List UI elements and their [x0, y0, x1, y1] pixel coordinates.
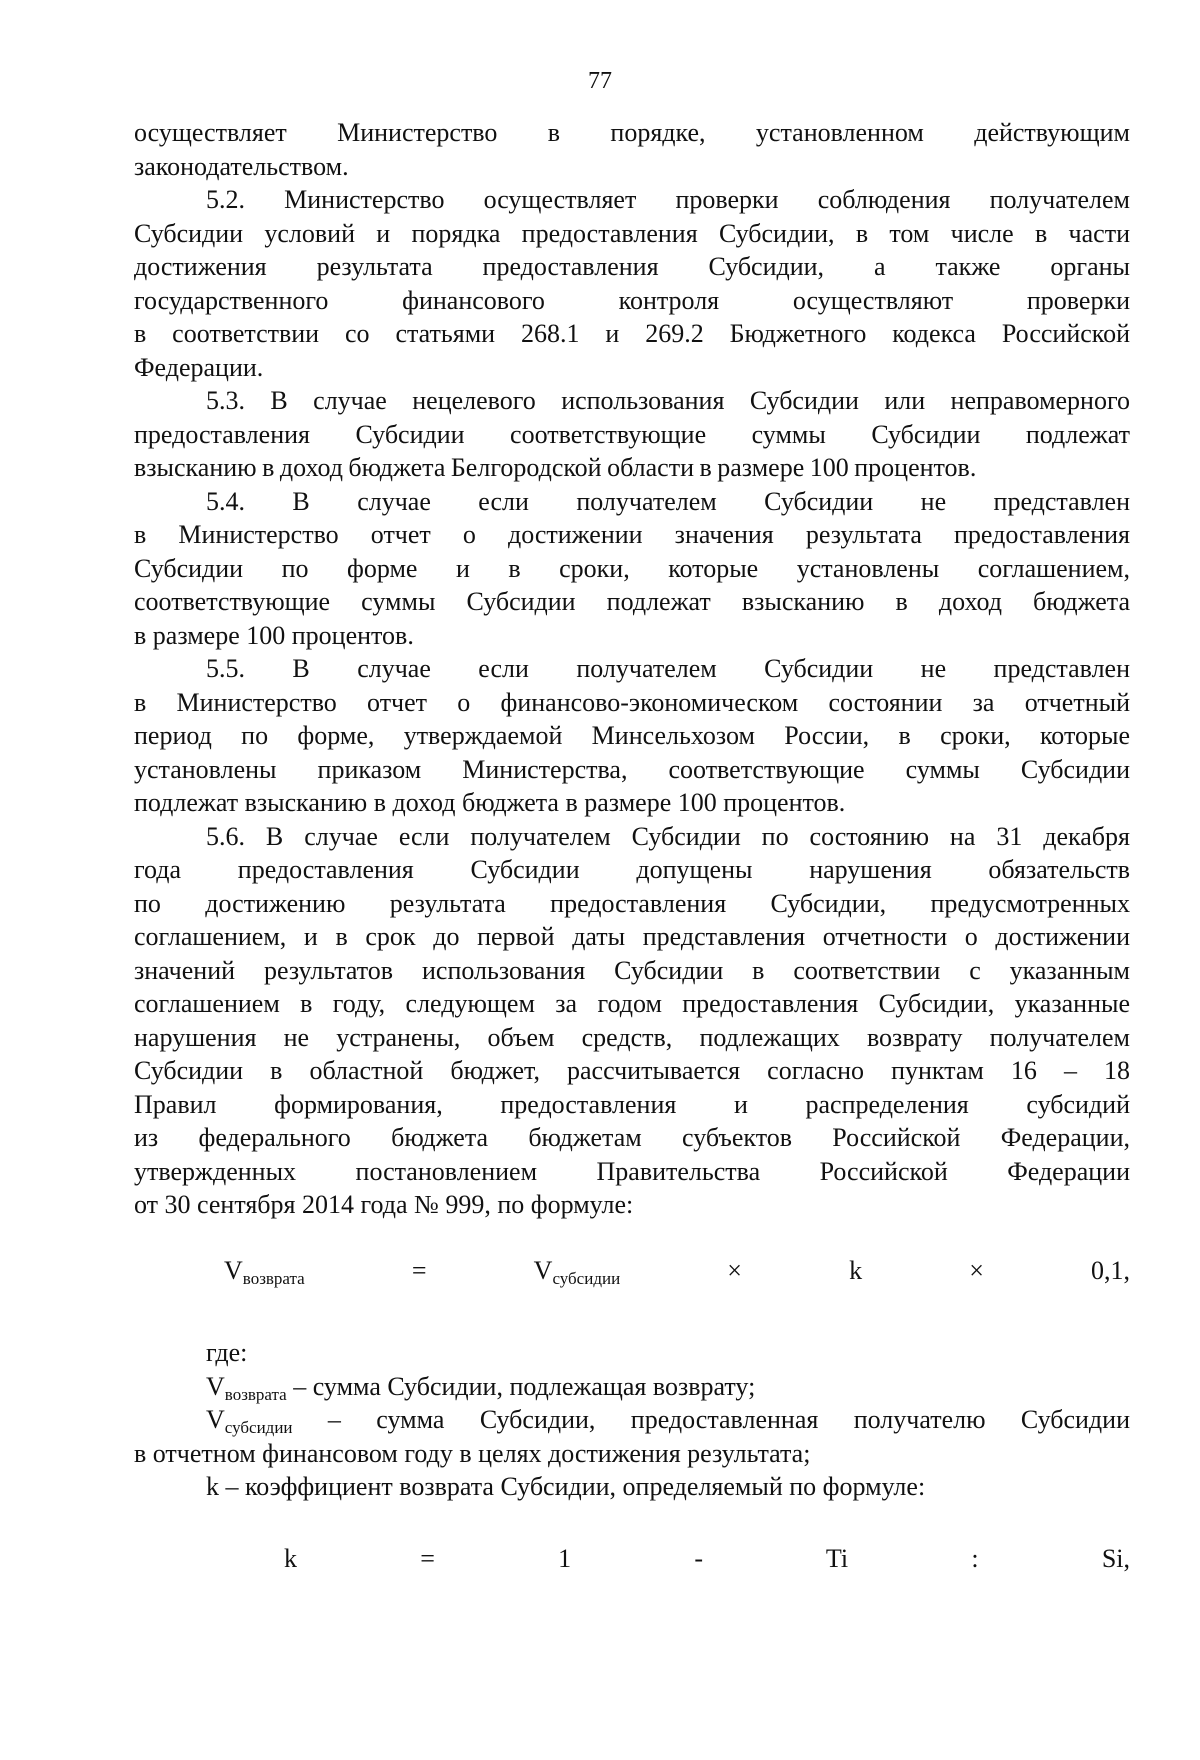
formula-symbol: V — [206, 1371, 225, 1401]
formula-operator: = — [304, 1255, 534, 1285]
text-line: соглашением в году, следующем за годом предоставления Субсидии, указанные — [134, 989, 1130, 1018]
text-line: осуществляет Министерство в порядке, установленном действующим — [134, 118, 1130, 147]
text-line: соглашением, и в срок до первой даты представления отчетности о достижении — [134, 922, 1130, 951]
text-line: 5.4. В случае если получателем Субсидии не представлен — [206, 486, 1130, 516]
text-line: в отчетном финансовом году в целях достижения результата; — [134, 1438, 811, 1468]
definition-text: – сумма Субсидии, подлежащая возврату; — [286, 1371, 756, 1401]
definition-k: k – коэффициент возврата Субсидии, определяемый по формуле: — [206, 1472, 926, 1501]
text-line: Субсидии условий и порядка предоставления Субсидии, в том числе в части — [134, 218, 1130, 248]
text-line: достижения результата предоставления Субсидии, а также органы — [134, 252, 1130, 281]
text-line: законодательством. — [134, 151, 349, 181]
text-line: 5.5. В случае если получателем Субсидии не представлен — [206, 654, 1130, 683]
text-line: государственного финансового контроля осуществляют проверки — [134, 285, 1130, 315]
text-line: 5.3. В случае нецелевого использования Субсидии или неправомерного — [206, 386, 1130, 415]
text-line: нарушения не устранены, объем средств, подлежащих возврату получателем — [134, 1022, 1130, 1052]
definition-v-return — [134, 1370, 1130, 1404]
formula-subscript: возврата — [224, 1384, 287, 1404]
text-line: подлежат взысканию в доход бюджета в размере 100 процентов. — [134, 788, 846, 817]
text-line: взысканию в доход бюджета Белгородской области в размере 100 процентов. — [134, 453, 977, 482]
formula-symbol: V — [206, 1405, 225, 1434]
text-line: установлены приказом Министерства, соответствующие суммы Субсидии — [134, 754, 1130, 784]
definition-text: – сумма Субсидии, предоставленная получателю Субсидии — [292, 1405, 1130, 1434]
text-line: в Министерство отчет о достижении значения результата предоставления — [134, 520, 1130, 549]
formula-subscript: субсидии — [224, 1418, 293, 1437]
formula-return-volume — [134, 1254, 1130, 1288]
text-line: в Министерство отчет о финансово-экономическом состоянии за отчетный — [134, 687, 1130, 717]
text-line: от 30 сентября 2014 года № 999, по формуле: — [134, 1190, 634, 1219]
text-line: в размере 100 процентов. — [134, 620, 414, 650]
text-line: утвержденных постановлением Правительства Российской Федерации — [134, 1156, 1130, 1186]
page-number: 77 — [588, 68, 612, 94]
formula-coefficient: k = 1 - Ti : Si, — [284, 1543, 1130, 1573]
text-line: в соответствии со статьями 268.1 и 269.2 Бюджетного кодекса Российской — [134, 319, 1130, 348]
text-line: Правил формирования, предоставления и распределения субсидий — [134, 1089, 1130, 1119]
text-line: предоставления Субсидии соответствующие суммы Субсидии подлежат — [134, 419, 1130, 449]
text-line: по достижению результата предоставления Субсидии, предусмотренных — [134, 888, 1130, 918]
text-line: соответствующие суммы Субсидии подлежат взысканию в доход бюджета — [134, 587, 1130, 616]
formula-tail: × k × 0,1, — [620, 1255, 1130, 1285]
formula-symbol: V — [224, 1255, 243, 1285]
text-line: Субсидии по форме и в сроки, которые установлены соглашением, — [134, 553, 1130, 583]
text-line: из федерального бюджета бюджетам субъектов Российской Федерации, — [134, 1123, 1130, 1152]
text-line: период по форме, утверждаемой Минсельхозом России, в сроки, которые — [134, 721, 1130, 750]
formula-subscript: возврата — [242, 1268, 305, 1288]
definition-v-subsidy — [134, 1403, 1130, 1437]
where-label: где: — [206, 1338, 248, 1367]
text-line: Федерации. — [134, 352, 264, 382]
formula-subscript: субсидии — [552, 1268, 621, 1288]
document-body — [134, 116, 1130, 1575]
text-line: 5.2. Министерство осуществляет проверки соблюдения получателем — [206, 185, 1130, 214]
text-line: 5.6. В случае если получателем Субсидии по состоянию на 31 декабря — [206, 821, 1130, 851]
formula-symbol: V — [533, 1255, 553, 1285]
text-line: значений результатов использования Субсидии в соответствии с указанным — [134, 955, 1130, 985]
text-line: Субсидии в областной бюджет, рассчитывается согласно пунктам 16 – 18 — [134, 1056, 1130, 1085]
text-line: года предоставления Субсидии допущены нарушения обязательств — [134, 855, 1130, 884]
